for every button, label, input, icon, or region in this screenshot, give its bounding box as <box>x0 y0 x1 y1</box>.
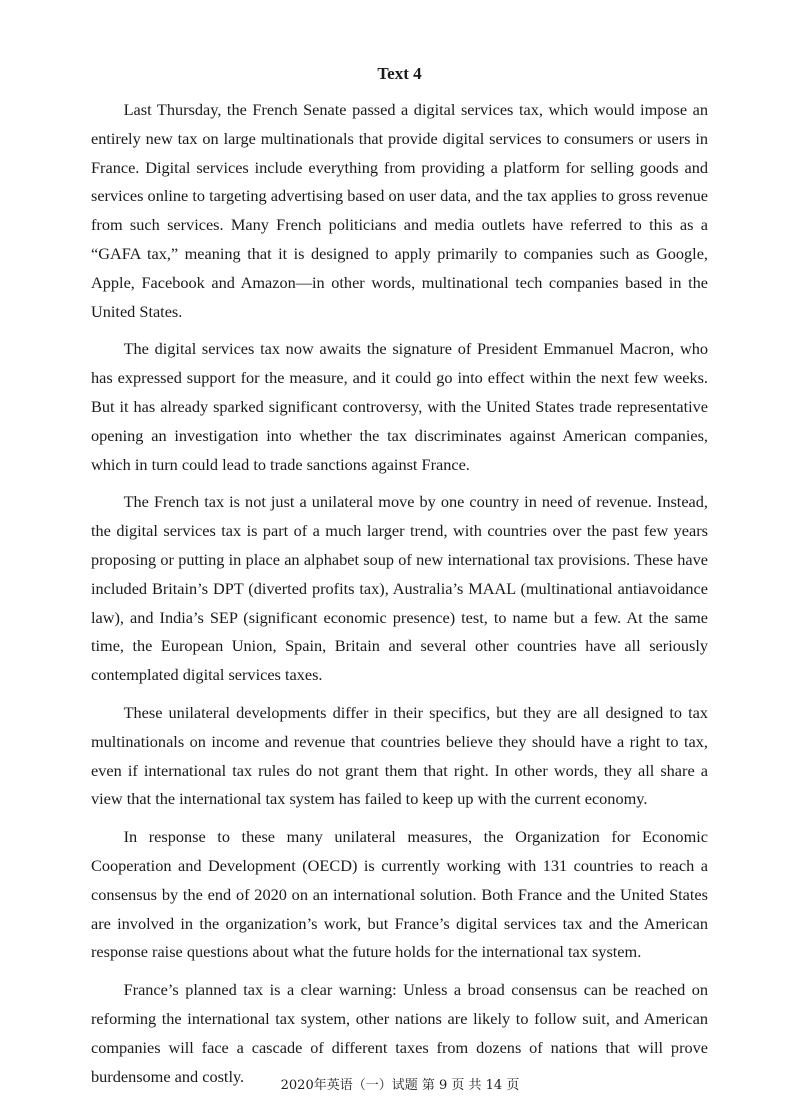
page-footer: 2020年英语（一）试题 第 9 页 共 14 页 <box>280 1078 520 1093</box>
text-title: Text 4 <box>377 64 422 83</box>
paragraph-1: Last Thursday, the French Senate passed a digital services tax, which would impose an entirely new tax on large multinationals that provide digital services to consumers or users in France. Digital services include everything from providing a platform for selling goods and services online to targeting advertising based on user data, and the tax applies to gross revenue from such services. Many French politicians and media outlets have referred to this as a “GAFA tax,” meaning that it is designed to apply primarily to companies such as Google, Apple, Facebook and Amazon—in other words, multinational tech companies based in the United States. <box>91 100 708 321</box>
paragraph-2: The digital services tax now awaits the signature of President Emmanuel Macron, who has expressed support for the measure, and it could go into effect within the next few weeks. But it has already sparked significant controversy, with the United States trade representative opening an investigation into whether the tax discriminates against American companies, which in turn could lead to trade sanctions against France. <box>91 339 708 474</box>
paragraph-5: In response to these many unilateral measures, the Organization for Economic Cooperation and Development (OECD) is currently working with 131 countries to reach a consensus by the end of 2020 on an international solution. Both France and the United States are involved in the organization’s work, but France’s digital services tax and the American response raise questions about what the future holds for the international tax system. <box>91 827 708 962</box>
paragraph-3: The French tax is not just a unilateral move by one country in need of revenue. Instead, the digital services tax is part of a much larger trend, with countries over the past few years proposing or putting in place an alphabet soup of new international tax provisions. These have included Britain’s DPT (diverted profits tax), Australia’s MAAL (multinational antiavoidance law), and India’s SEP (significant economic presence) test, to name but a few. At the same time, the European Union, Spain, Britain and several other countries have all seriously contemplated digital services taxes. <box>91 492 708 685</box>
paragraph-6: France’s planned tax is a clear warning: Unless a broad consensus can be reached on reforming the international tax system, other nations are likely to follow suit, and American companies will face a cascade of different taxes from dozens of nations that will prove burdensome and costly. <box>91 980 708 1086</box>
document-body <box>91 62 708 1100</box>
paragraph-4: These unilateral developments differ in their specifics, but they are all designed to tax multinationals on income and revenue that countries believe they should have a right to tax, even if international tax rules do not grant them that right. In other words, they all share a view that the international tax system has failed to keep up with the current economy. <box>91 702 708 809</box>
